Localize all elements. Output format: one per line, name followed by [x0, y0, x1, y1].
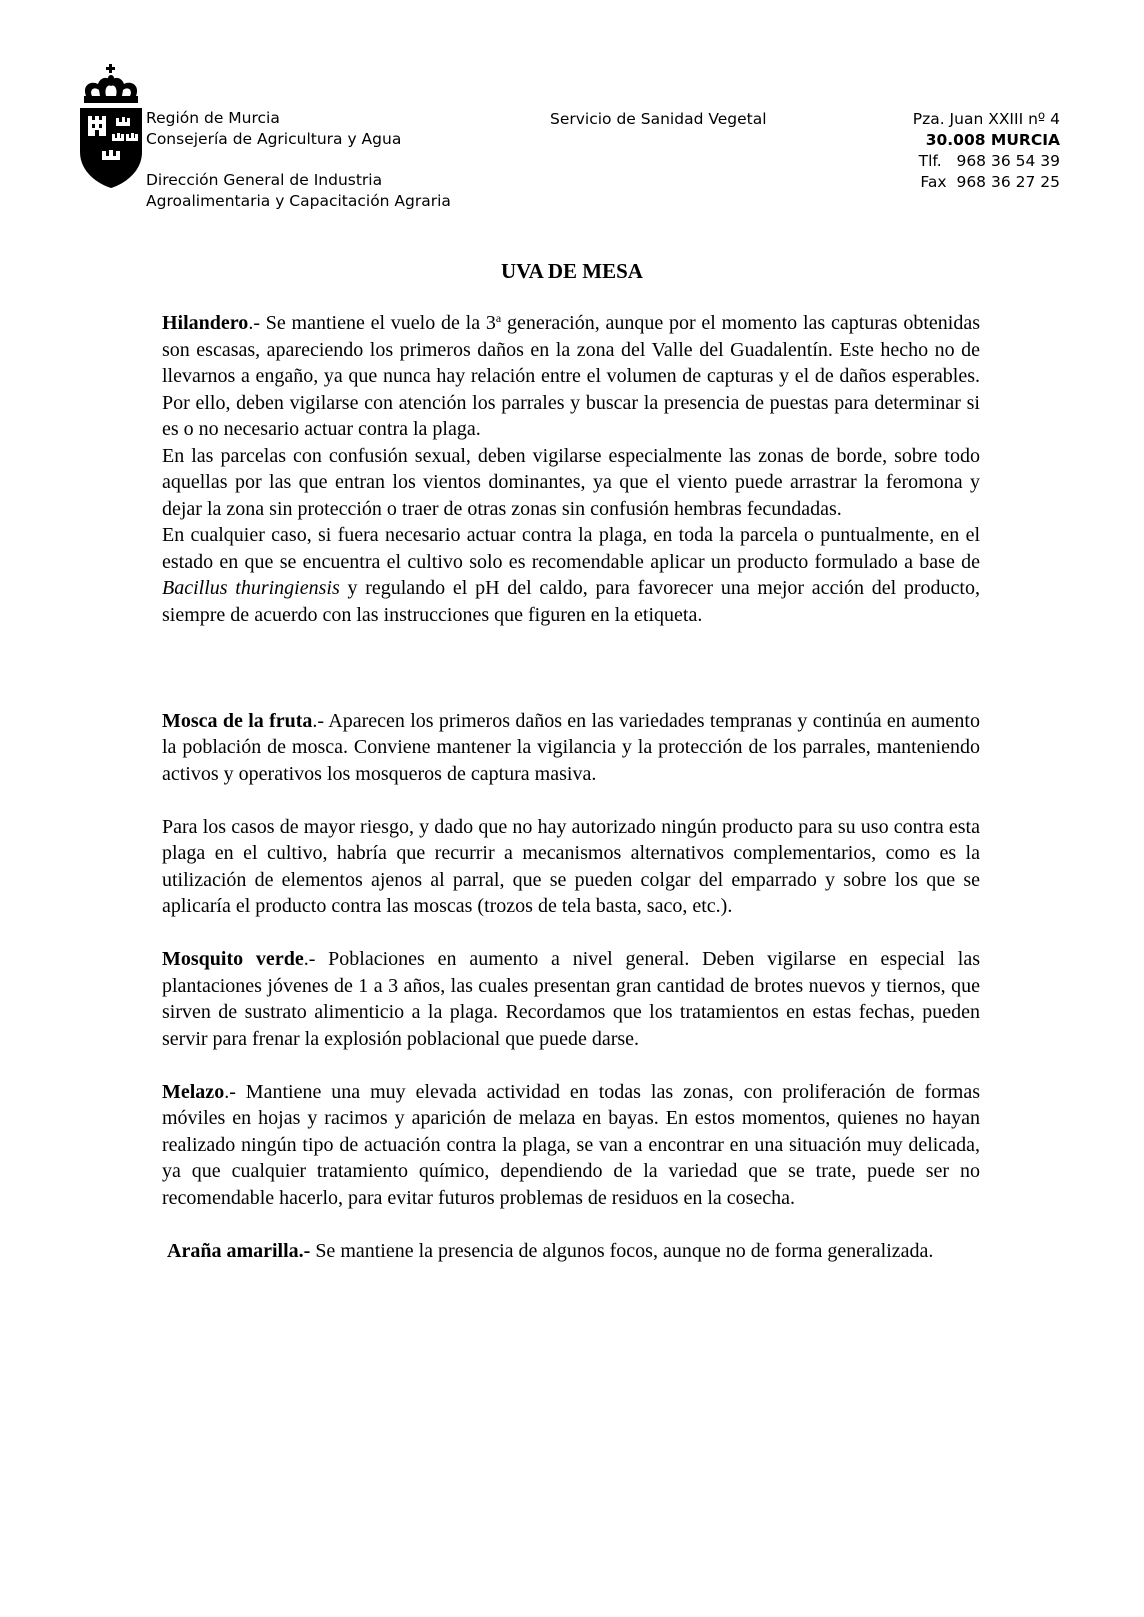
address: Pza. Juan XXIII nº 4	[912, 110, 1060, 128]
melazo-paragraph: Melazo.- Mantiene una muy elevada actividad en todas las zonas, con proliferación de formas móviles en hojas y racimos y aparición de melaza en bayas. En estos momentos, quienes no hayan realizado ningún tipo de actuación contra la plaga, se van a encontrar en una situación muy delicada, ya que cualquier tratamiento químico, dependiendo de la variedad que se trate, puede ser no recomendable hacerlo, para evitar futuros problemas de residuos en la cosecha.	[162, 1080, 980, 1209]
arana-heading: Araña amarilla.-	[167, 1239, 311, 1262]
directorate-line-1: Dirección General de Industria	[146, 171, 383, 189]
header-directorate	[146, 170, 451, 212]
mosca-paragraph-2: Para los casos de mayor riesgo, y dado que no hay autorizado ningún producto para su uso contra esta plaga en el cultivo, habría que recurrir a mecanismos alternativos complementarios, como es la utilización de elementos ajenos al parral, que se pueden colgar del emparrado y sobre los que se aplicaría el producto contra las moscas (trozos de tela basta, saco, etc.).	[162, 815, 980, 917]
phone-number: 968 36 54 39	[956, 152, 1060, 170]
directorate-line-2: Agroalimentaria y Capacitación Agraria	[146, 192, 451, 210]
hilandero-heading: Hilandero	[162, 312, 249, 334]
mosquito-paragraph: Mosquito verde.- Poblaciones en aumento a nivel general. Deben vigilarse en especial las plantaciones jóvenes de 1 a 3 años, las cuales presentan gran cantidad de brotes nuevos y tiernos, que sirven de sustrato alimenticio a la plaga. Recordamos que los tratamientos en estas fechas, pueden servir para frenar la explosión poblacional que puede darse.	[162, 948, 980, 1050]
fax-label: Fax	[920, 173, 947, 191]
phone-line	[913, 151, 1060, 172]
document-title: UVA DE MESA	[501, 259, 643, 283]
service-name: Servicio de Sanidad Vegetal	[550, 110, 767, 128]
fax-number: 968 36 27 25	[956, 173, 1060, 191]
header-contact	[913, 109, 1060, 193]
arana-paragraph: Araña amarilla.- Se mantiene la presencia de algunos focos, aunque no de forma generalizada.	[167, 1239, 934, 1262]
mosca-paragraph-1: Mosca de la fruta.- Aparecen los primeros daños en las variedades tempranas y continúa en aumento la población de mosca. Conviene mantener la vigilancia y la protección de los parrales, manteniendo activos y operativos los mosqueros de captura masiva.	[162, 709, 980, 785]
hilandero-paragraph-1: Hilandero.- Se mantiene el vuelo de la 3$^a$ generación, aunque por el momento las capturas obtenidas son escasas, apareciendo los primeros daños en la zona del Valle del Guadalentín. Este hecho no de llevarnos a engaño, ya que nunca hay relación entre el volumen de capturas y el de daños esperables. Por ello, deben vigilarse con atención los parrales y buscar la presencia de puestas para determinar si es o no necesario actuar contra la plaga.	[162, 311, 981, 440]
phone-label: Tlf.	[918, 152, 942, 170]
city: 30.008 MURCIA	[925, 131, 1060, 149]
hilandero-paragraph-3: En cualquier caso, si fuera necesario actuar contra la plaga, en toda la parcela o puntualmente, en el estado en que se encuentra el cultivo solo es recomendable aplicar un producto formulado a base de Bacillus thuringiensis y regulando el pH del caldo, para favorecer una mejor acción del producto, siempre de acuerdo con las instrucciones que figuren en la etiqueta.	[162, 524, 980, 626]
header-institution	[146, 108, 401, 150]
document-body	[162, 310, 980, 1264]
fax-line	[913, 172, 1060, 193]
mosquito-heading: Mosquito verde	[162, 948, 304, 970]
region-name: Región de Murcia	[146, 109, 280, 127]
hilandero-paragraph-2: En las parcelas con confusión sexual, deben vigilarse especialmente las zonas de borde, sobre todo aquellas por las que entran los vientos dominantes, ya que el viento puede arrastrar la feromona y dejar la zona sin protección o traer de otras zonas sin confusión hembras fecundadas.	[162, 444, 980, 520]
region-de-murcia-coat-of-arms-logo	[78, 64, 144, 189]
bacillus-species-name: Bacillus thuringiensis	[162, 577, 340, 599]
melazo-heading: Melazo	[162, 1080, 225, 1103]
mosca-heading: Mosca de la fruta	[162, 709, 313, 732]
department-name: Consejería de Agricultura y Agua	[146, 130, 402, 148]
